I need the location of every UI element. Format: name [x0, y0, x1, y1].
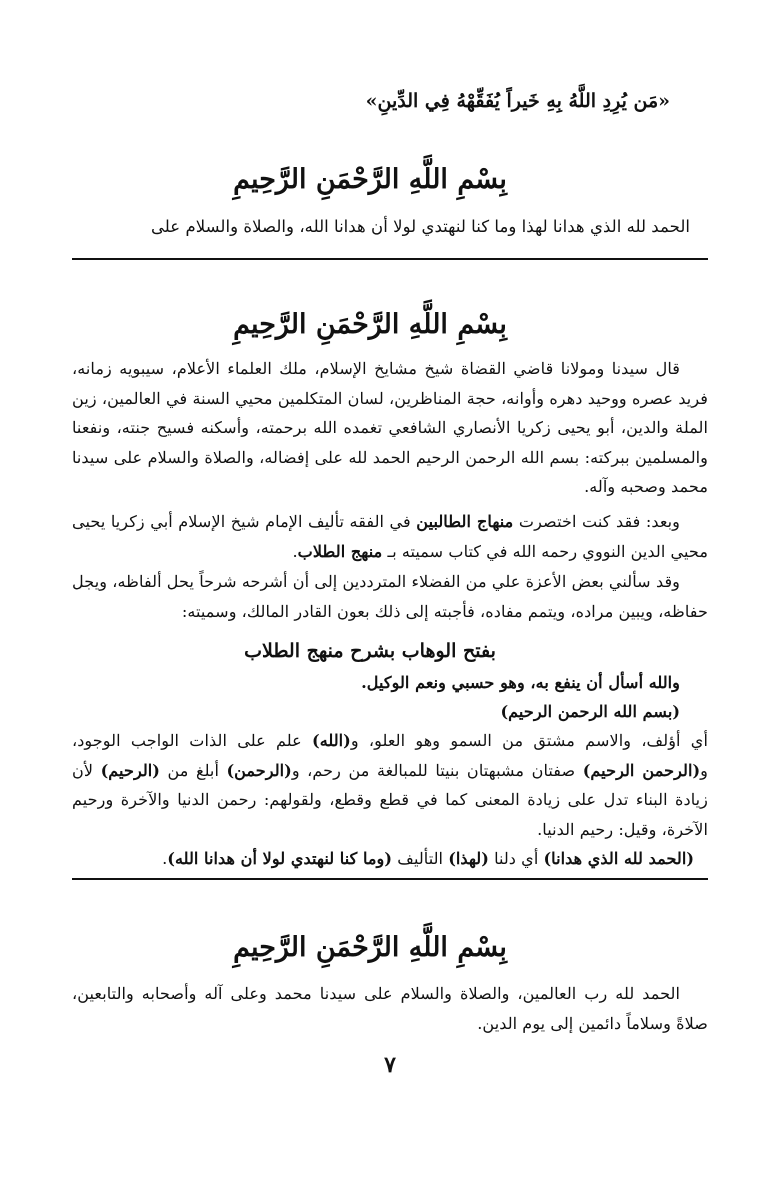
hamd-text-d: . [162, 849, 168, 868]
expl-bold-rahman: (الرحمن) [226, 760, 292, 780]
section2-basmala-paren: (بسم الله الرحمن الرحيم) [500, 702, 680, 721]
section1-text: الحمد لله الذي هدانا لهذا وما كنا لنهتدي لولا أن هدانا الله، والصلاة والسلام على [150, 217, 690, 236]
baad-book-manhaj: منهج الطلاب [297, 541, 383, 561]
hamd-bold-1: (الحمد لله الذي هدانا) [543, 849, 694, 868]
divider-1 [72, 258, 708, 260]
expl-bold-rahman-rahim: (الرحمن الرحيم) [582, 760, 701, 780]
section2-baad [72, 507, 708, 566]
commentary-title: بفتح الوهاب بشرح منهج الطلاب [244, 640, 496, 662]
epigraph: «مَن يُرِدِ اللَّهُ بِهِ خَيراً يُفَقِّهْهُ فِي الدِّينِ» [365, 90, 670, 112]
baad-text-c: في الفقه تأليف الإمام شيخ الإسلام أبي زكريا يحيى محيي الدين النووي رحمه الله في كتاب سميته بـ [72, 512, 708, 561]
expl-bold-allah: (الله) [312, 731, 351, 750]
section2-request: وقد سألني بعض الأعزة علي من الفضلاء المترددين إلى أن أشرحه شرحاً يحل ألفاظه، ويجل حفاظه، ويبين مراده، ويتمم مفاده، فأجبته إلى ذلك بعون القادر المالك، وسميته: [72, 572, 708, 621]
section2-dua: والله أسأل أن ينفع به، وهو حسبي ونعم الوكيل. [361, 673, 680, 692]
hamd-bold-3: (وما كنا لنهتدي لولا أن هدانا الله) [167, 849, 393, 868]
section2-explanation [72, 726, 708, 844]
section3-text: الحمد لله رب العالمين، والصلاة والسلام على سيدنا محمد وعلى آله وأصحابه والتابعين، صلاةً وسلاماً دائمين إلى يوم الدين. [72, 984, 708, 1033]
hamd-text-a: أي دلنا [494, 849, 539, 868]
expl-text-c: علم على الذات الواجب الوجود، و [72, 731, 708, 780]
divider-2 [72, 878, 708, 880]
basmala-3: بِسْمِ اللَّهِ الرَّحْمَنِ الرَّحِيمِ [233, 932, 507, 963]
expl-bold-rahim: (الرحيم) [100, 760, 160, 780]
page-number: ٧ [384, 1052, 396, 1078]
basmala-2: بِسْمِ اللَّهِ الرَّحْمَنِ الرَّحِيمِ [233, 309, 507, 340]
section2-hamd [72, 844, 708, 874]
expl-text-a: أي أؤلف، والاسم مشتق من السمو وهو العلو، و [350, 731, 708, 750]
expl-text-e: أبلغ من [167, 760, 219, 780]
baad-text-a: وبعد: فقد كنت اختصرت [518, 512, 680, 531]
hamd-text-c: التأليف [397, 849, 444, 868]
basmala-1: بِسْمِ اللَّهِ الرَّحْمَنِ الرَّحِيمِ [233, 164, 507, 195]
expl-text-d: صفتان مشبهتان بنيتا للمبالغة من رحم، و [291, 760, 576, 780]
section2-intro: قال سيدنا ومولانا قاضي القضاة شيخ مشايخ الإسلام، ملك العلماء الأعلام، سيبويه زمانه، فريد عصره ووحيد دهره وأوانه، حجة المناظرين، لسان المتكلمين محيي السنة في العالمين، زين الملة والدين، أبو يحيى زكريا الأنصاري الشافعي تغمده الله برحمته، وأسكنه فسيح جنته، ونفعنا والمسلمين ببركته: بسم الله الرحمن الرحيم الحمد لله على إفضاله، والصلاة والسلام على سيدنا محمد وصحبه وآله. [72, 359, 708, 496]
hamd-bold-2: (لهذا) [448, 849, 489, 868]
baad-book-minhaj: منهاج الطالبين [416, 512, 514, 531]
expl-text-f: لأن زيادة البناء تدل على زيادة المعنى كما في قطع وقطع، ولقولهم: رحمن الدنيا والآخرة ورحيم الآخرة، وقيل: رحيم الدنيا. [72, 760, 708, 839]
baad-text-d: . [292, 541, 298, 561]
